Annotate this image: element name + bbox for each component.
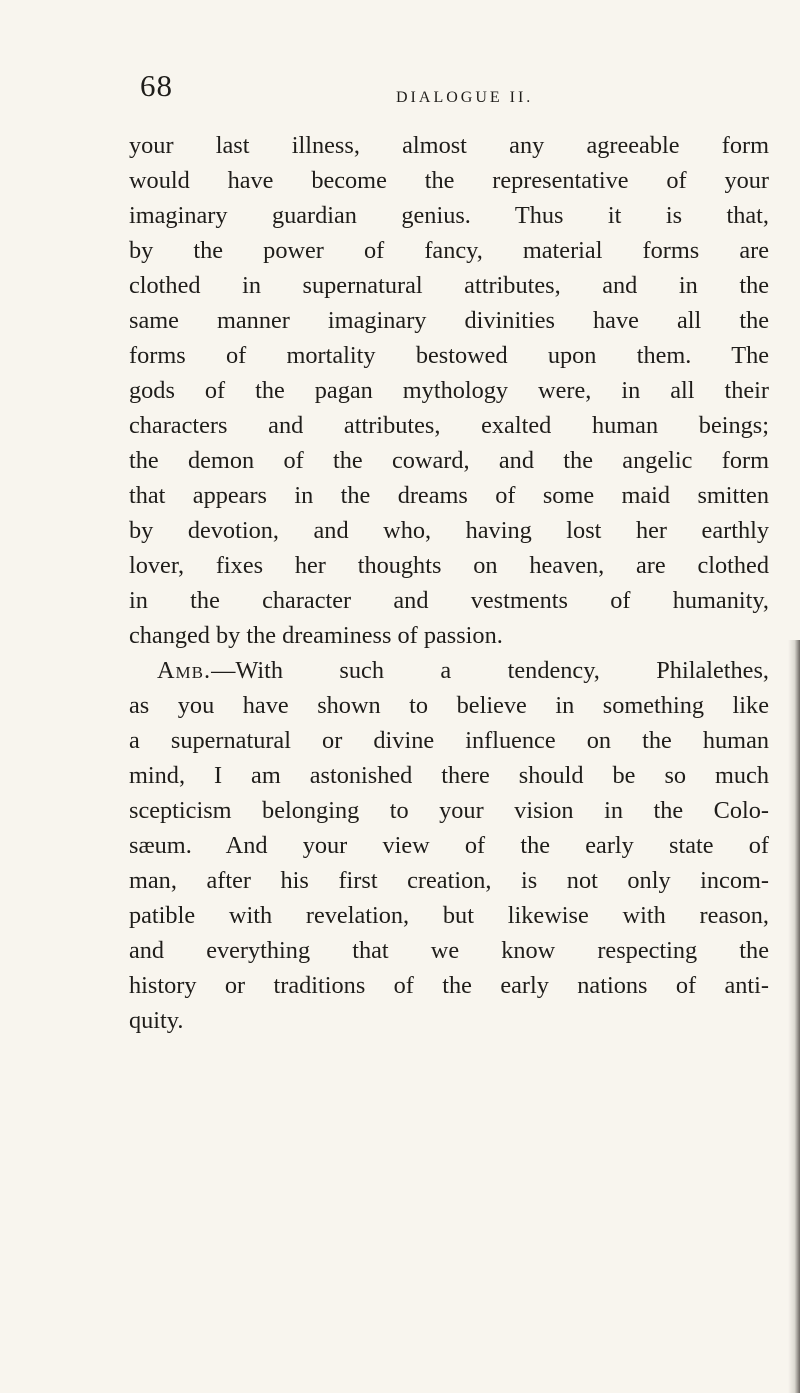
text-line: characters and attributes, exalted human beings; <box>129 412 769 439</box>
text-line: that appears in the dreams of some maid smitten <box>129 482 769 509</box>
text-line: clothed in supernatural attributes, and in the <box>129 272 769 299</box>
text-line: would have become the representative of your <box>129 167 769 194</box>
text-line: patible with revelation, but likewise with reason, <box>129 902 769 929</box>
paragraph-first-line <box>129 653 769 688</box>
speaker-label: Amb. <box>157 657 212 684</box>
text-line: history or traditions of the early nations of anti- <box>129 972 769 999</box>
text-line: by the power of fancy, material forms are <box>129 237 769 264</box>
text-line: scepticism belonging to your vision in the Colo- <box>129 797 769 824</box>
text-line: same manner imaginary divinities have all the <box>129 307 769 334</box>
text-line: sæum. And your view of the early state of <box>129 832 769 859</box>
page-edge-shadow <box>788 640 800 1393</box>
text-line: changed by the dreaminess of passion. <box>129 622 503 649</box>
text-line: forms of mortality bestowed upon them. The <box>129 342 769 369</box>
body-text <box>129 128 769 1038</box>
text-line: mind, I am astonished there should be so much <box>129 762 769 789</box>
text-line: a supernatural or divine influence on the human <box>129 727 769 754</box>
text-line: your last illness, almost any agreeable form <box>129 132 769 159</box>
text-line: in the character and vestments of humanity, <box>129 587 769 614</box>
text-line: quity. <box>129 1007 184 1034</box>
text-line: by devotion, and who, having lost her earthly <box>129 517 769 544</box>
text-line: gods of the pagan mythology were, in all their <box>129 377 769 404</box>
text-line: and everything that we know respecting the <box>129 937 769 964</box>
paragraph-first-line-text: —With such a tendency, Philalethes, <box>211 657 769 684</box>
running-head: DIALOGUE II. <box>396 89 534 106</box>
text-line: imaginary guardian genius. Thus it is that, <box>129 202 769 229</box>
page-number: 68 <box>140 68 173 103</box>
text-line: lover, fixes her thoughts on heaven, are clothed <box>129 552 769 579</box>
text-line: the demon of the coward, and the angelic form <box>129 447 769 474</box>
text-line: man, after his first creation, is not only incom- <box>129 867 769 894</box>
text-line: as you have shown to believe in something like <box>129 692 769 719</box>
